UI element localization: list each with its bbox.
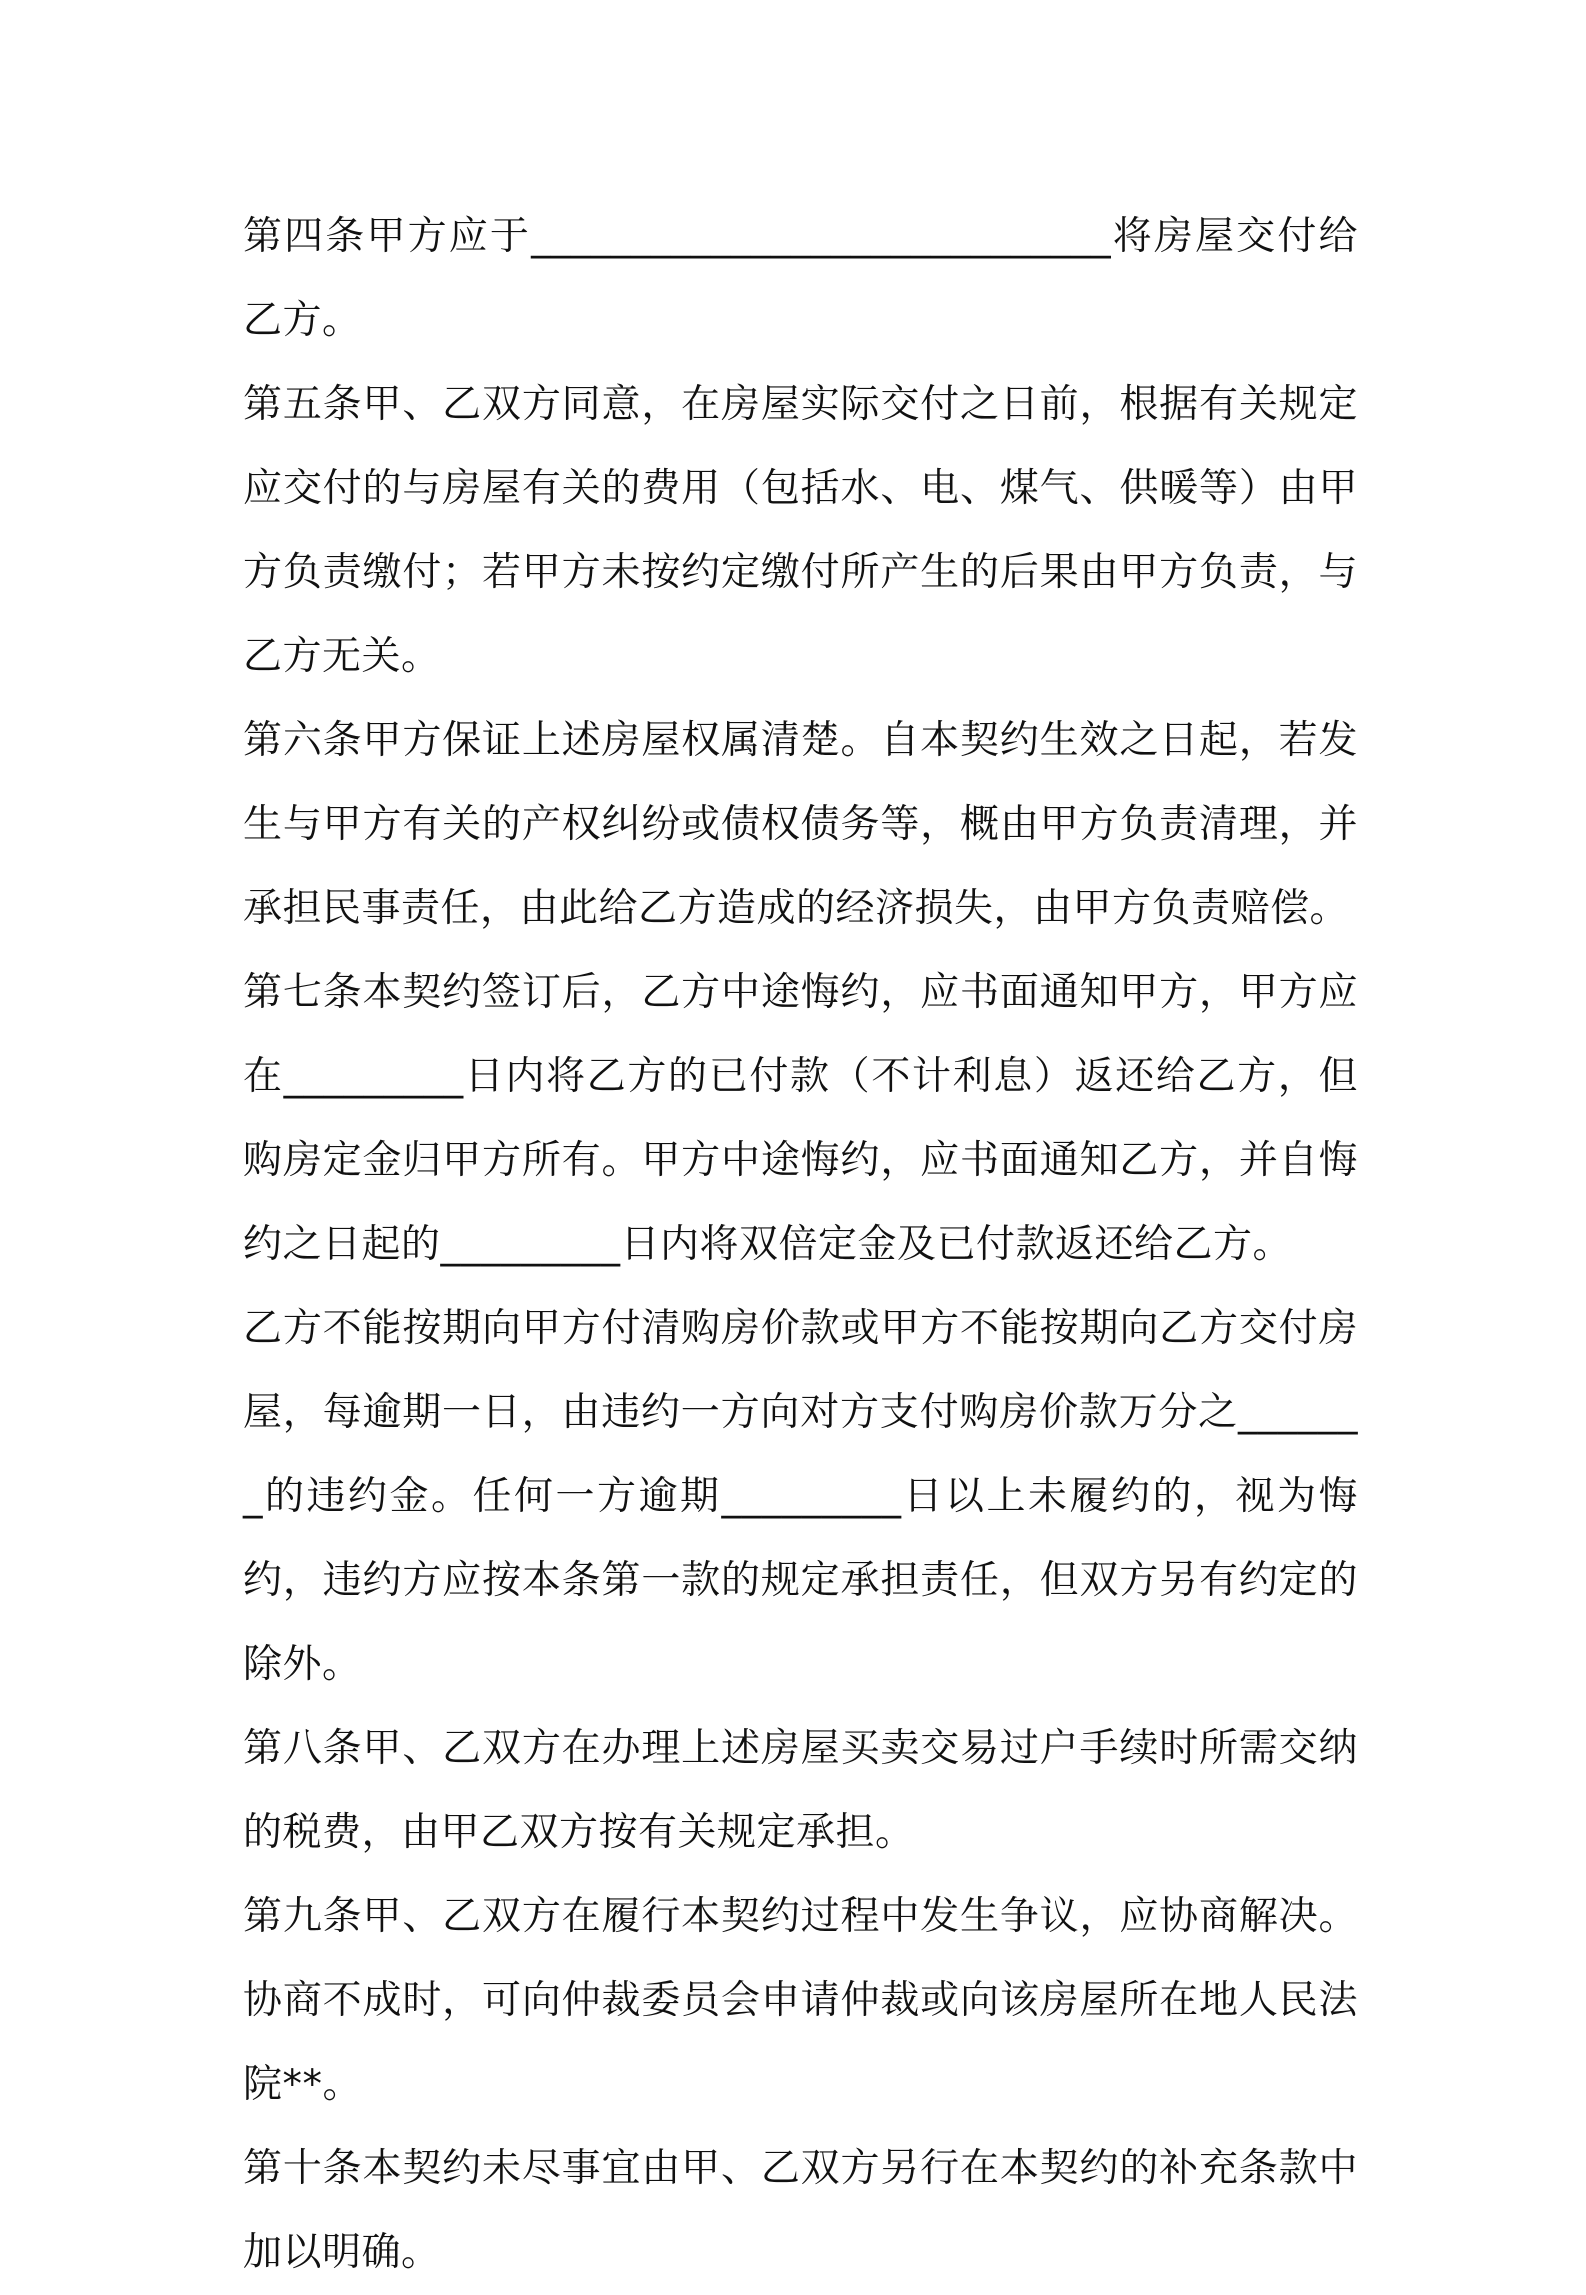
clause-7: 第七条本契约签订后，乙方中途悔约，应书面通知甲方，甲方应在_________日内将乙方的已付款（不计利息）返还给乙方，但购房定金归甲方所有。甲方中途悔约，应书面通知乙方，并自悔约之日起的_________日内将双倍定金及已付款返还给乙方。 xyxy=(243,970,1358,1267)
clause-7-penalty: 乙方不能按期向甲方付清购房价款或甲方不能按期向乙方交付房屋，每逾期一日，由违约一方向对方支付购房价款万分之_______的违约金。任何一方逾期_________日以上未履约的，视为悔约，违约方应按本条第一款的规定承担责任，但双方另有约定的除外。 xyxy=(243,1306,1358,1687)
clause-8: 第八条甲、乙双方在办理上述房屋买卖交易过户手续时所需交纳的税费，由甲乙双方按有关规定承担。 xyxy=(243,1726,1358,1855)
clause-6: 第六条甲方保证上述房屋权属清楚。自本契约生效之日起，若发生与甲方有关的产权纠纷或债权债务等，概由甲方负责清理，并承担民事责任，由此给乙方造成的经济损失，由甲方负责赔偿。 xyxy=(243,718,1358,931)
clause-4: 第四条甲方应于_____________________________将房屋交付给乙方。 xyxy=(243,214,1358,343)
contract-body xyxy=(243,195,1358,2295)
clause-5: 第五条甲、乙双方同意，在房屋实际交付之日前，根据有关规定应交付的与房屋有关的费用（包括水、电、煤气、供暖等）由甲方负责缴付；若甲方未按约定缴付所产生的后果由甲方负责，与乙方无关。 xyxy=(243,382,1358,679)
clause-10: 第十条本契约未尽事宜由甲、乙双方另行在本契约的补充条款中加以明确。 xyxy=(243,2146,1358,2275)
clause-9: 第九条甲、乙双方在履行本契约过程中发生争议，应协商解决。协商不成时，可向仲裁委员会申请仲裁或向该房屋所在地人民法院**。 xyxy=(243,1894,1358,2107)
